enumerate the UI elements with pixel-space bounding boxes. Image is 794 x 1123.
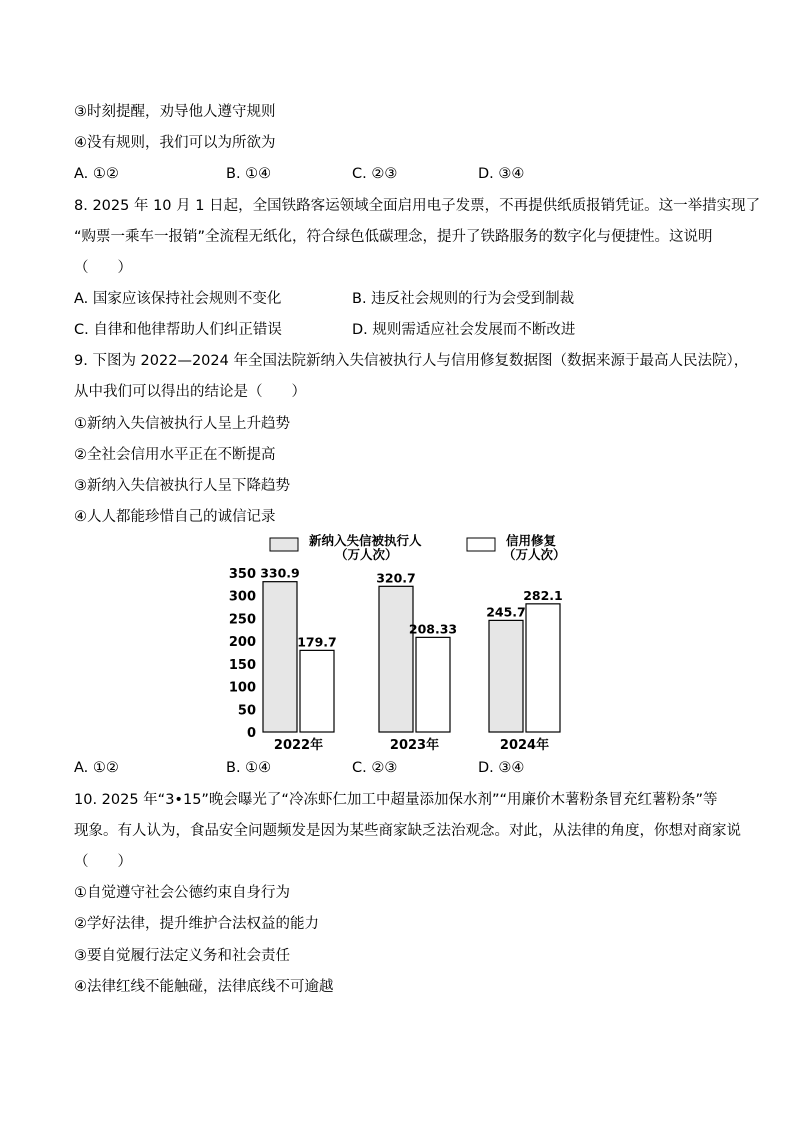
q7-option-d: D. ③④ xyxy=(478,166,525,182)
q10-stem-line-1: 10. 2025 年“3•15”晚会曝光了“冷冻虾仁加工中超量添加保水剂”“用廉价木薯粉条冒充红薯粉条”等 xyxy=(74,792,718,808)
q9-option-b: B. ①④ xyxy=(226,760,272,776)
y-tick-label: 200 xyxy=(228,635,256,651)
legend-swatch-repair xyxy=(467,538,495,551)
y-tick-label: 50 xyxy=(237,703,256,719)
bar-value-label: 179.7 xyxy=(297,634,337,650)
q8-option-b: B. 违反社会规则的行为会受到制裁 xyxy=(352,291,575,307)
q10-item-4: ④法律红线不能触碰，法律底线不可逾越 xyxy=(74,979,334,995)
y-tick-label: 300 xyxy=(228,589,256,605)
legend-unit-repair: （万人次） xyxy=(503,547,566,562)
q10-answer-blank: （ ） xyxy=(74,854,132,870)
q10-item-3: ③要自觉履行法定义务和社会责任 xyxy=(74,948,290,964)
legend-swatch-dishonest xyxy=(270,538,298,551)
q7-item-4: ④没有规则，我们可以为所欲为 xyxy=(74,135,276,151)
y-tick-label: 150 xyxy=(228,657,256,673)
q9-item-2: ②全社会信用水平正在不断提高 xyxy=(74,447,276,463)
bar-value-label: 245.7 xyxy=(486,604,526,620)
y-tick-label: 0 xyxy=(246,726,256,741)
x-tick-label: 2023年 xyxy=(389,738,440,753)
q10-stem-line-2: 现象。有人认为，食品安全问题频发是因为某些商家缺乏法治观念。对此，从法律的角度，你想对商家说 xyxy=(74,823,741,839)
credit-bar-chart xyxy=(225,528,570,758)
bar-value-label: 320.7 xyxy=(376,570,416,586)
y-tick-label: 250 xyxy=(228,612,256,628)
q9-item-4: ④人人都能珍惜自己的诚信记录 xyxy=(74,509,276,525)
q7-item-3: ③时刻提醒，劝导他人遵守规则 xyxy=(74,104,276,120)
q10-item-1: ①自觉遵守社会公德约束自身行为 xyxy=(74,885,290,901)
q7-option-a: A. ①② xyxy=(74,166,119,182)
q10-item-2: ②学好法律，提升维护合法权益的能力 xyxy=(74,916,319,932)
bar-repair xyxy=(526,604,560,732)
q9-option-d: D. ③④ xyxy=(478,760,525,776)
y-tick-label: 350 xyxy=(228,567,256,582)
chart-legend xyxy=(270,533,566,562)
q8-option-c: C. 自律和他律帮助人们纠正错误 xyxy=(74,322,282,338)
bar-repair xyxy=(300,650,334,732)
q7-option-b: B. ①④ xyxy=(226,166,272,182)
bar-dishonest xyxy=(379,586,413,732)
q9-stem-line-1: 9. 下图为 2022—2024 年全国法院新纳入失信被执行人与信用修复数据图（数据来源于最高人民法院）， xyxy=(74,353,749,369)
legend-label-repair: 信用修复 xyxy=(506,533,557,548)
bar-dishonest xyxy=(489,620,523,732)
q9-option-a: A. ①② xyxy=(74,760,119,776)
q8-option-d: D. 规则需适应社会发展而不断改进 xyxy=(352,322,576,338)
bar-value-label: 208.33 xyxy=(408,621,458,637)
q8-stem-line-2: “购票一乘车一报销”全流程无纸化，符合绿色低碳理念，提升了铁路服务的数字化与便捷性。这说明 xyxy=(74,229,713,245)
x-tick-label: 2024年 xyxy=(499,738,550,753)
q9-item-3: ③新纳入失信被执行人呈下降趋势 xyxy=(74,478,290,494)
legend-label-dishonest: 新纳入失信被执行人 xyxy=(309,533,422,548)
q8-option-a: A. 国家应该保持社会规则不变化 xyxy=(74,291,282,307)
q8-answer-blank: （ ） xyxy=(74,260,132,276)
legend-unit-dishonest: （万人次） xyxy=(335,547,398,562)
bar-value-label: 282.1 xyxy=(523,587,563,603)
bar-value-label: 330.9 xyxy=(260,565,300,581)
q7-option-c: C. ②③ xyxy=(352,166,398,182)
q9-item-1: ①新纳入失信被执行人呈上升趋势 xyxy=(74,416,290,432)
bar-repair xyxy=(416,637,450,732)
q9-stem-line-2: 从中我们可以得出的结论是（ ） xyxy=(74,384,306,400)
x-tick-label: 2022年 xyxy=(273,738,324,753)
q9-option-c: C. ②③ xyxy=(352,760,398,776)
q8-stem-line-1: 8. 2025 年 10 月 1 日起，全国铁路客运领域全面启用电子发票，不再提供纸质报销凭证。这一举措实现了 xyxy=(74,198,761,214)
bar-dishonest xyxy=(263,582,297,732)
y-tick-label: 100 xyxy=(228,680,256,696)
